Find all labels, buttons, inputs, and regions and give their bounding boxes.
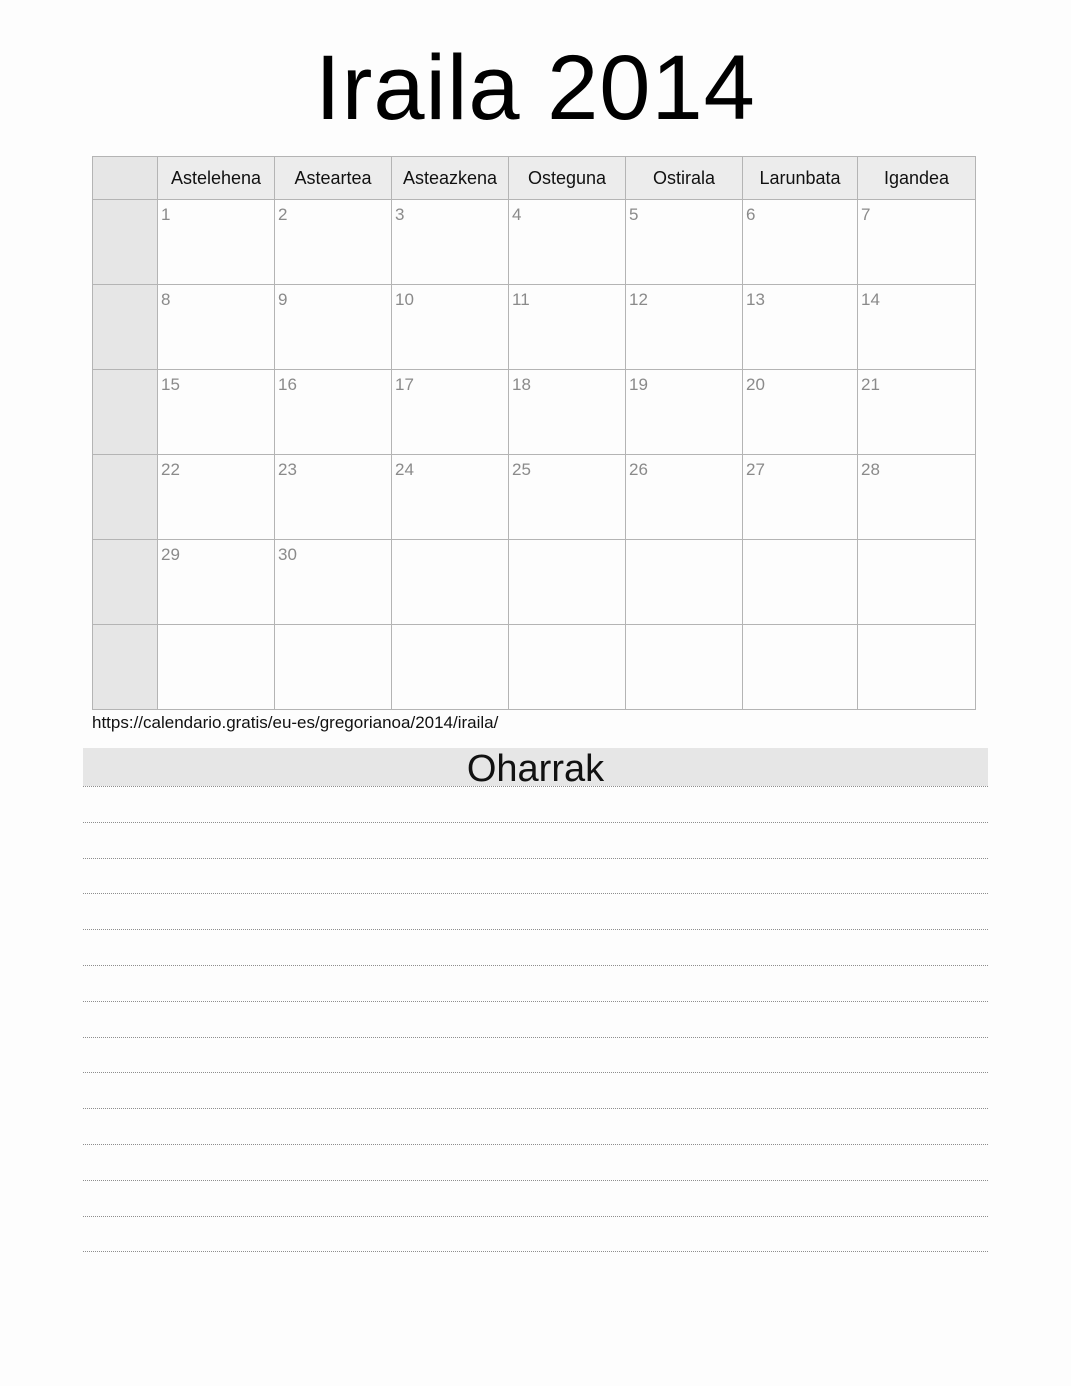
day-cell [392,540,509,625]
week-number-cell [93,285,158,370]
day-cell [275,370,392,455]
day-cell [743,455,858,540]
weekday-header: Larunbata [743,157,858,200]
day-cell [158,455,275,540]
day-cell [858,540,976,625]
day-number: 2 [278,205,288,224]
day-number: 16 [278,375,297,394]
day-number: 15 [161,375,180,394]
weekday-header: Ostirala [626,157,743,200]
day-cell [743,285,858,370]
day-cell [275,625,392,710]
day-number [858,540,975,545]
notes-line[interactable] [83,965,988,966]
day-number: 25 [512,460,531,479]
day-number [158,625,274,630]
day-number [509,625,625,630]
day-cell [743,370,858,455]
day-number: 13 [746,290,765,309]
day-number: 17 [395,375,414,394]
week-number-cell [93,200,158,285]
day-number [743,625,857,630]
notes-line[interactable] [83,822,988,823]
day-cell [626,455,743,540]
calendar-grid [92,156,976,710]
day-number: 28 [861,460,880,479]
day-cell [626,625,743,710]
day-number [626,625,742,630]
day-number: 1 [161,205,171,224]
day-number: 8 [161,290,171,309]
week-row [93,455,976,540]
day-cell [392,625,509,710]
week-row [93,540,976,625]
weekday-header: Osteguna [509,157,626,200]
notes-line[interactable] [83,1216,988,1217]
day-cell [275,540,392,625]
day-number: 23 [278,460,297,479]
day-number: 10 [395,290,414,309]
day-cell [158,625,275,710]
day-number: 27 [746,460,765,479]
page-title: Iraila 2014 [315,37,756,139]
notes-line[interactable] [83,858,988,859]
day-number [858,625,975,630]
day-number: 21 [861,375,880,394]
week-row [93,625,976,710]
day-cell [626,285,743,370]
day-number: 11 [512,290,530,309]
weekday-header: Asteartea [275,157,392,200]
day-number: 9 [278,290,288,309]
day-number: 30 [278,545,297,564]
day-cell [509,370,626,455]
day-number [275,625,391,630]
week-row [93,285,976,370]
weekday-header: Astelehena [158,157,275,200]
notes-line[interactable] [83,1108,988,1109]
notes-line[interactable] [83,1037,988,1038]
day-cell [392,370,509,455]
week-number-cell [93,625,158,710]
week-number-cell [93,455,158,540]
day-cell [858,455,976,540]
day-cell [392,285,509,370]
day-number: 6 [746,205,756,224]
weekday-header-row [93,157,976,200]
day-number: 18 [512,375,531,394]
day-number: 4 [512,205,522,224]
day-cell [509,285,626,370]
day-cell [626,540,743,625]
notes-line[interactable] [83,1180,988,1181]
week-column-header [93,157,158,200]
day-number [392,540,508,545]
day-number: 29 [161,545,180,564]
day-cell [392,455,509,540]
day-cell [626,370,743,455]
day-cell [509,200,626,285]
weekday-header: Asteazkena [392,157,509,200]
day-cell [626,200,743,285]
notes-line[interactable] [83,929,988,930]
notes-line[interactable] [83,893,988,894]
day-cell [158,285,275,370]
day-cell [858,285,976,370]
day-number [626,540,742,545]
day-cell [858,370,976,455]
day-number: 24 [395,460,414,479]
day-cell [509,455,626,540]
day-number [743,540,857,545]
day-cell [158,200,275,285]
source-url: https://calendario.gratis/eu-es/gregorianoa/2014/iraila/ [92,713,499,732]
day-cell [275,200,392,285]
day-cell [275,455,392,540]
day-cell [392,200,509,285]
week-number-cell [93,540,158,625]
day-number: 14 [861,290,880,309]
day-cell [858,625,976,710]
notes-title: Oharrak [83,748,988,786]
day-cell [743,625,858,710]
day-number: 19 [629,375,648,394]
day-number: 5 [629,205,639,224]
week-number-cell [93,370,158,455]
notes-line[interactable] [83,1072,988,1073]
day-number [392,625,508,630]
day-cell [509,625,626,710]
day-cell [743,540,858,625]
day-cell [158,370,275,455]
day-number [509,540,625,545]
notes-line[interactable] [83,1144,988,1145]
day-cell [275,285,392,370]
weekday-header: Igandea [858,157,976,200]
day-cell [509,540,626,625]
notes-line[interactable] [83,1001,988,1002]
day-number: 3 [395,205,405,224]
day-cell [743,200,858,285]
day-cell [158,540,275,625]
week-row [93,370,976,455]
day-number: 20 [746,375,765,394]
day-number: 7 [861,205,871,224]
notes-line[interactable] [83,786,988,787]
day-number: 26 [629,460,648,479]
day-number: 12 [629,290,648,309]
day-cell [858,200,976,285]
week-row [93,200,976,285]
day-number: 22 [161,460,180,479]
notes-line[interactable] [83,1251,988,1252]
